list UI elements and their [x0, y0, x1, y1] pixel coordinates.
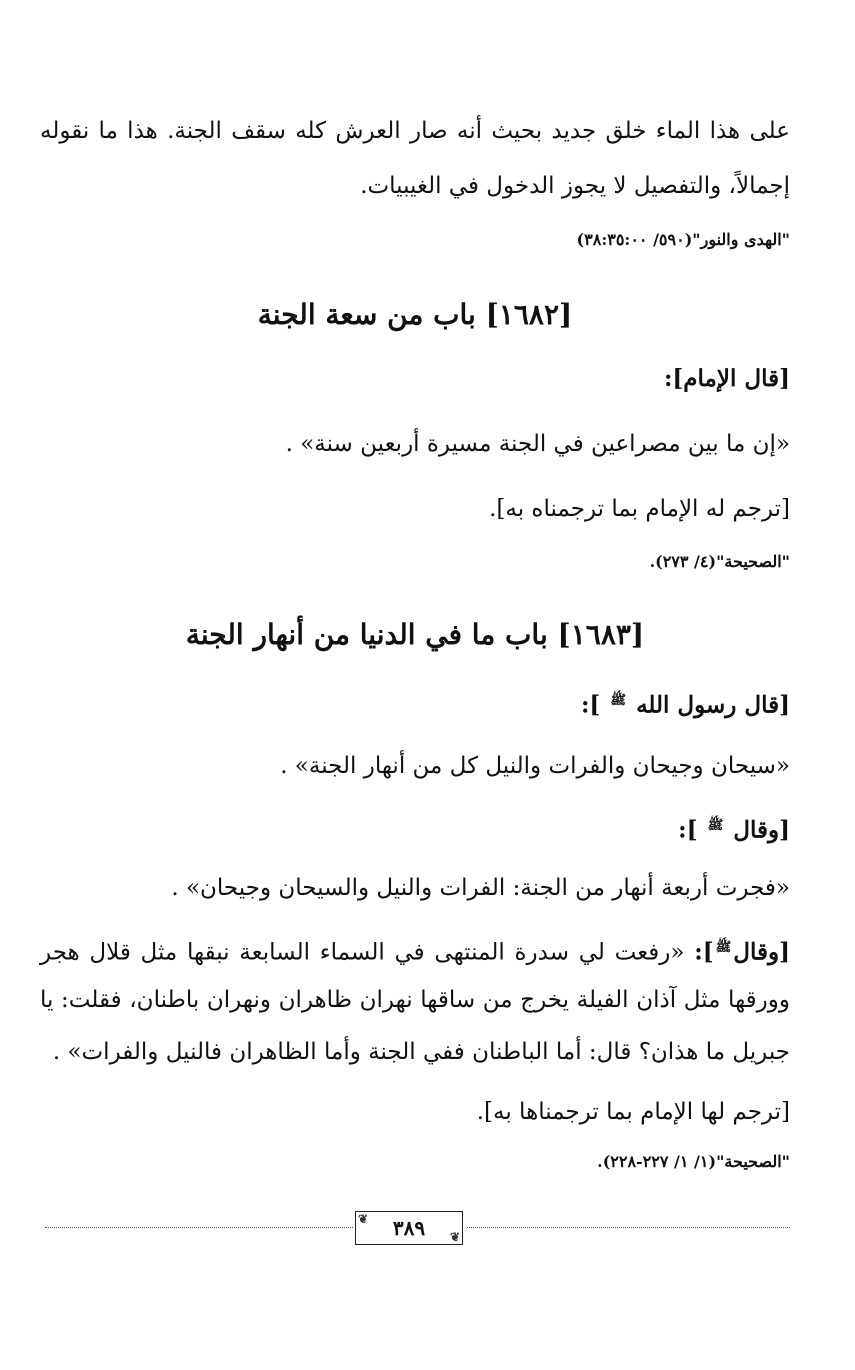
section-1683-note: [ترجم لها الإمام بما ترجمناها به]. — [476, 1099, 790, 1125]
page-number-box — [355, 1211, 463, 1245]
seal-icon: ﷺ — [715, 940, 732, 955]
section-1682-hadith: «إن ما بين مصراعين في الجنة مسيرة أربعين سنة» . — [285, 431, 790, 457]
ornament-icon: ❦ — [358, 1212, 369, 1226]
section-1683-speaker-1 — [40, 685, 790, 722]
page-number: ٣٨٩ — [392, 1216, 426, 1240]
section-1683-speaker-2 — [40, 810, 790, 847]
speaker-1-suffix: ]: — [580, 691, 601, 719]
speaker-2-suffix: ]: — [678, 816, 698, 844]
section-1683-hadith-3-line-1 — [40, 932, 790, 969]
speaker-2-prefix: [وقال — [733, 816, 790, 844]
footer-rule-right — [467, 1227, 790, 1228]
book-page — [40, 0, 790, 1370]
ornament-icon: ❦ — [449, 1230, 460, 1244]
section-1682-speaker: [قال الإمام]: — [663, 365, 790, 392]
seal-icon: ﷺ — [610, 693, 627, 708]
footer-rule-left — [45, 1227, 353, 1228]
speaker-1-prefix: [قال رسول الله — [636, 691, 790, 719]
section-1683-source: "الصحيحة"(١/ ١/ ٢٢٧-٢٢٨). — [597, 1152, 790, 1171]
intro-source: "الهدى والنور"(٥٩٠/ ٣٨:٣٥:٠٠) — [576, 230, 790, 249]
section-1682-note: [ترجم له الإمام بما ترجمناه به]. — [489, 496, 790, 522]
section-1683-hadith-1: «سيحان وجيحان والفرات والنيل كل من أنهار الجنة» . — [280, 753, 790, 779]
speaker-3-suffix: ]: — [694, 938, 714, 966]
section-1682-heading: [١٦٨٢] باب من سعة الجنة — [257, 298, 573, 331]
hadith-3-line-1-text: «رفعت لي سدرة المنتهى في السماء السابعة نبقها مثل قلال هجر — [40, 939, 685, 966]
seal-icon: ﷺ — [707, 818, 724, 833]
section-1683-hadith-3-line-2: وورقها مثل آذان الفيلة يخرج من ساقها نهران ظاهران ونهران باطنان، فقلت: يا — [40, 987, 790, 1013]
section-1683-hadith-2: «فجرت أربعة أنهار من الجنة: الفرات والنيل والسيحان وجيحان» . — [171, 875, 790, 901]
intro-line-2: إجمالاً، والتفصيل لا يجوز الدخول في الغيبيات. — [360, 173, 790, 199]
section-1682-source: "الصحيحة"(٤/ ٢٧٣). — [649, 552, 790, 571]
section-1683-heading: [١٦٨٣] باب ما في الدنيا من أنهار الجنة — [185, 618, 645, 651]
speaker-3-prefix: [وقال — [733, 938, 790, 966]
section-1683-hadith-3-line-3: جبريل ما هذان؟ قال: أما الباطنان ففي الجنة وأما الظاهران فالنيل والفرات» . — [52, 1039, 790, 1065]
intro-line-1: على هذا الماء خلق جديد بحيث أنه صار العرش كله سقف الجنة. هذا ما نقوله — [40, 118, 790, 144]
